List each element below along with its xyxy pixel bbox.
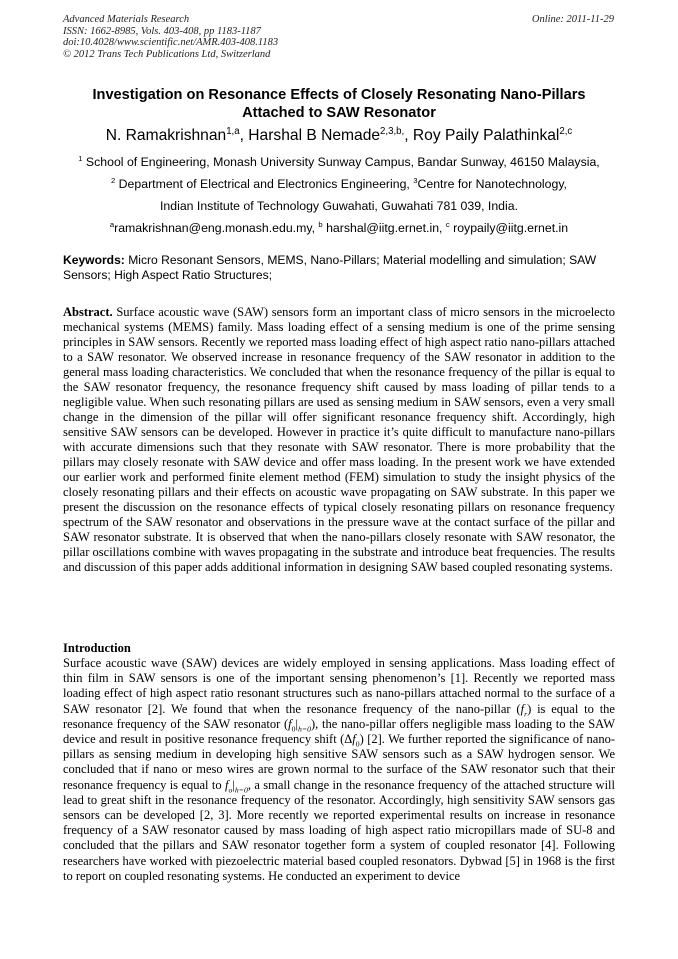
- author-3: Roy Paily Palathinkal: [412, 127, 560, 144]
- introduction-heading: Introduction: [63, 641, 131, 655]
- keywords-text: Micro Resonant Sensors, MEMS, Nano-Pillars; Material modelling and simulation; SAW Sensors; High Aspect Ratio Structures;: [63, 253, 597, 282]
- intro-text: ), the nano-pillar offers negligible mass loading to the SAW device and result in positive resonance frequency shift (Δ: [63, 716, 615, 747]
- math-subscript: 0: [355, 739, 360, 749]
- author-2: Harshal B Nemade: [248, 127, 381, 144]
- author-separator: ,: [239, 127, 249, 144]
- math-symbol: f: [520, 701, 525, 716]
- introduction-body: [63, 656, 615, 884]
- author-list: [40, 127, 638, 145]
- abstract-label: Abstract.: [63, 305, 113, 319]
- email-link[interactable]: harshal@iitg.ernet.in,: [326, 221, 446, 235]
- affiliation-mark: 2: [111, 175, 116, 185]
- affiliation-mark: 3: [413, 175, 418, 185]
- intro-text: , a small change in the resonance frequency of the attached structure will lead to great shift in the resonance frequency of the resonator. Accordingly, high sensitivity SAW sensors gas sensors can be developed [2, 3]. More recently we reported experimental results on increase in resonance frequency of a SAW resonator caused by mass loading of high aspect ratio micropillars made of SU-8 and concluded that the pillars and SAW resonator together form a system of coupled resonator [4]. Following researchers have worked with piezoelectric material based coupled resonators. Dybwad [5] in 1968 is the first to report on coupled resonating systems. He conducted an experiment to device: [63, 777, 615, 883]
- math-subscript: h=0: [234, 785, 248, 795]
- email-mark: c: [445, 219, 450, 229]
- author-1-affiliation-mark: 1,a: [226, 125, 240, 137]
- keywords-section: [63, 253, 615, 283]
- author-1: N. Ramakrishnan: [105, 127, 227, 144]
- abstract-text: Surface acoustic wave (SAW) sensors form an important class of micro sensors in the microelecto mechanical systems (MEMS) family. Mass loading effect of a sensing medium is one of the prime sensing principles in SAW sensors. Recently we reported mass loading effect of high aspect ratio nano-pillars attached to a SAW resonator. We observed increase in resonance frequency of the SAW resonator in addition to the general mass loading characteristics. We concluded that when the resonance frequency of the pillar is equal to the SAW resonator frequency, the resonance frequency shift caused by mass loading of pillar tends to a negligible value. When such resonating pillars are used as sensing medium in SAW sensors, even a very small change in the dimension of the pillar will offer significant resonance frequency shift. Accordingly, high sensitive SAW sensors can be developed. However in practice it’s quite difficult to manufacture nano-pillars with accurate dimensions such that they resonate with SAW resonator. There is more probability that the pillars may closely resonate with SAW device and offer mass loading. In the present work we have extended our earlier work and performed finite element method (FEM) simulation to study the insight physics of the closely resonating pillars and their effects on acoustic wave propagating on SAW substrate. In this paper we present the discussion on the resonance effects of typical closely resonating pillars on resonance frequency spectrum of the SAW resonator and observations in the pressure wave at the contact surface of the pillar and SAW resonator substrate. It is observed that when the nano-pillars closely resonate with SAW resonator, the pillar oscillations combine with waves propagating in the substrate and introduce beat frequencies. The results and discussion of this paper adds additional information in designing SAW based coupled resonating systems.: [63, 305, 615, 574]
- email-mark: b: [318, 219, 323, 229]
- math-symbol: |: [295, 716, 299, 731]
- journal-header: [63, 14, 443, 60]
- email-mark: a: [109, 219, 115, 229]
- online-date: Online: 2011-11-29: [531, 14, 614, 25]
- email-link[interactable]: ramakrishnan@eng.monash.edu.my,: [114, 221, 319, 235]
- intro-text: ) [2]. We further reported the significance of nano-pillars as sensing medium in developing high sensitive SAW sensors such as a SAW hydrogen sensor. We concluded that if nano or meso wires are grown normal to the surface of the SAW resonator such that their resonance frequency is equal to: [63, 732, 616, 792]
- doi-line: doi:10.4028/www.scientific.net/AMR.403-408.1183: [63, 37, 279, 48]
- title-line-2: Attached to SAW Resonator: [242, 105, 436, 121]
- affiliation-2: [40, 177, 638, 192]
- math-subscript: h=0: [298, 724, 311, 734]
- math-symbol: f: [288, 716, 292, 731]
- author-separator: ,: [404, 127, 413, 144]
- math-symbol: f: [224, 777, 229, 792]
- copyright-line: © 2012 Trans Tech Publications Ltd, Switzerland: [63, 48, 271, 60]
- math-subscript: 0: [291, 724, 296, 734]
- math-subscript: o: [228, 785, 233, 795]
- affiliation-text: School of Engineering, Monash University Sunway Campus, Bandar Sunway, 46150 Malaysia,: [85, 155, 600, 169]
- math-symbol: f: [352, 732, 356, 747]
- abstract-section: [63, 305, 615, 575]
- intro-text: Surface acoustic wave (SAW) devices are widely employed in sensing applications. Mass loading effect of thin film in SAW sensors is one of the important sensing phenomenon’s [1]. Recently we reported mass loading effect of high aspect ratio resonant structures such as nano-pillars attached normal to the surface of a SAW resonator [2]. We found that when the resonance frequency of the nano-pillar (: [63, 656, 615, 716]
- author-2-affiliation-mark: 2,3,b,: [380, 125, 405, 137]
- author-emails: [40, 221, 638, 236]
- journal-name: Advanced Materials Research: [63, 14, 190, 25]
- keywords-label: Keywords:: [63, 253, 125, 267]
- affiliation-text: Department of Electrical and Electronics Engineering,: [118, 177, 414, 191]
- issn-line: ISSN: 1662-8985, Vols. 403-408, pp 1183-1187: [63, 25, 261, 37]
- title-line-1: Investigation on Resonance Effects of Closely Resonating Nano-Pillars: [92, 87, 586, 103]
- affiliation-mark: 1: [78, 153, 83, 163]
- intro-text: ) is equal to the resonance frequency of the SAW resonator (: [63, 701, 615, 731]
- affiliation-text: Centre for Nanotechnology,: [417, 177, 567, 191]
- paper-title: [40, 86, 638, 122]
- math-symbol: |: [232, 777, 235, 792]
- affiliation-1: [40, 155, 638, 170]
- author-3-affiliation-mark: 2,c: [559, 125, 573, 137]
- email-link[interactable]: roypaily@iitg.ernet.in: [453, 221, 569, 235]
- affiliation-2-institute: Indian Institute of Technology Guwahati, Guwahati 781 039, India.: [160, 199, 518, 213]
- math-subscript: r: [524, 709, 528, 719]
